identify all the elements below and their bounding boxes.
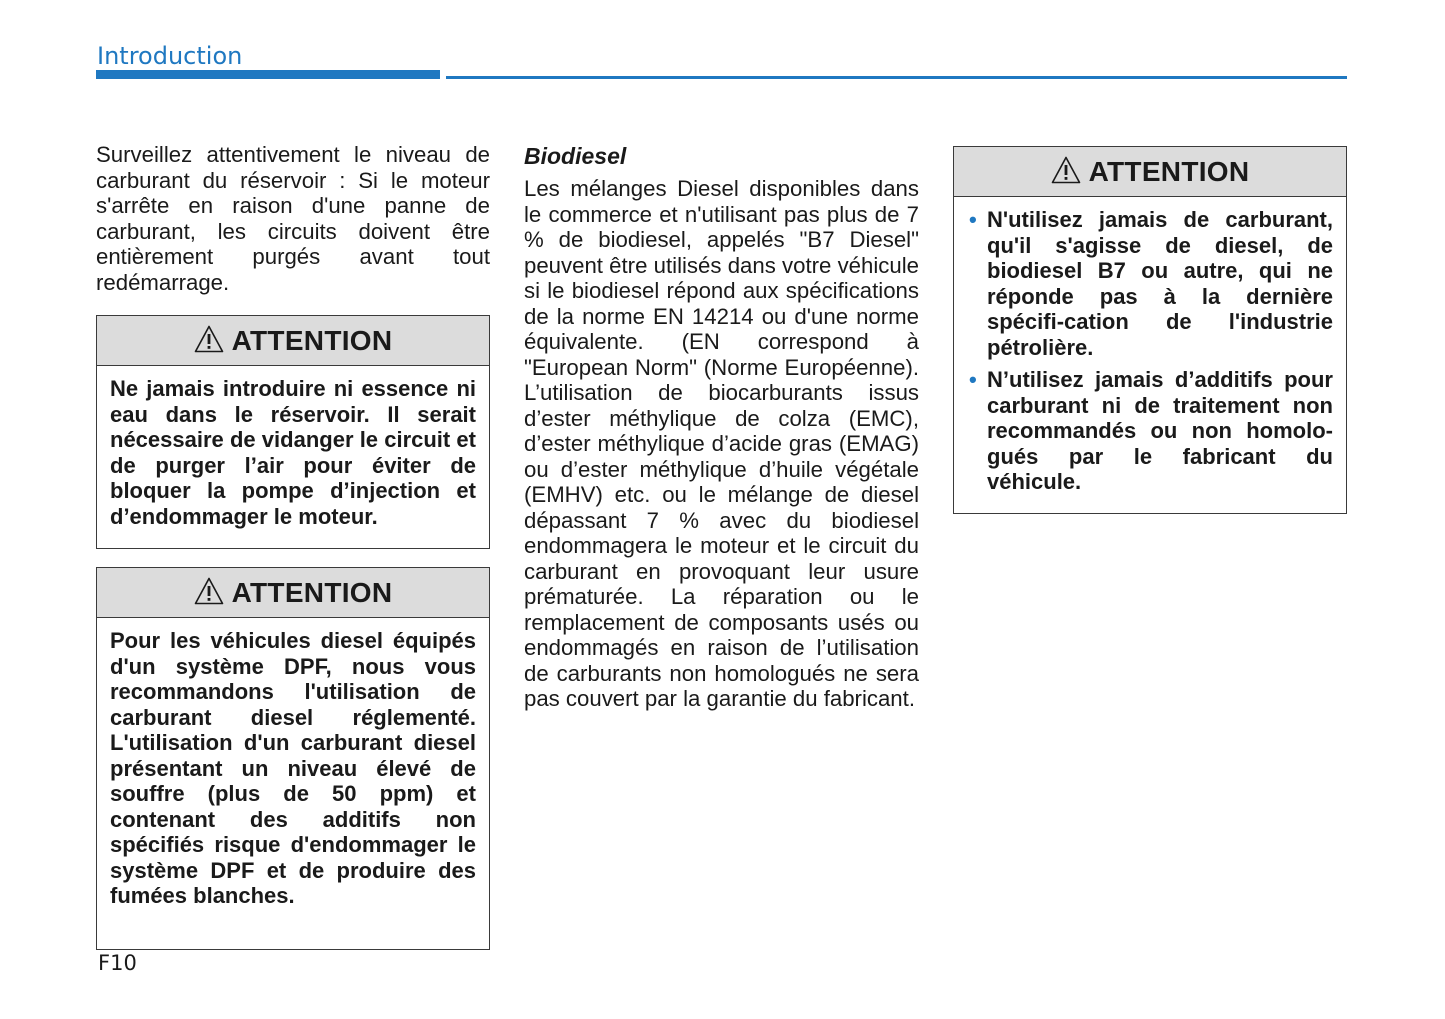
warning-title: ATTENTION: [231, 324, 393, 356]
header-rule-thin: [446, 76, 1347, 79]
bullet-icon: •: [969, 207, 977, 232]
warning-header: [954, 147, 1346, 197]
header-rule-thick: [96, 70, 440, 79]
page-number: F10: [98, 951, 137, 975]
section-title: Introduction: [97, 42, 243, 70]
warning-triangle-icon: [1051, 156, 1081, 184]
biodiesel-subheading: Biodiesel: [524, 143, 627, 169]
middle-column: [524, 142, 919, 712]
left-column: [96, 142, 490, 950]
warning-text: Ne jamais introduire ni essence ni eau dans le réservoir. Il serait nécessaire de vidanger le circuit et de purger l’air pour éviter de bloquer la pompe d’injection et d’endommager le moteur.: [110, 376, 476, 529]
warning-body: [954, 197, 1346, 509]
warning-triangle-icon: [194, 577, 224, 605]
warning-box-fuel-spec: [953, 146, 1347, 514]
warning-triangle-icon: [194, 325, 224, 353]
warning-title: ATTENTION: [1088, 155, 1250, 187]
warning-text: Pour les véhicules diesel équipés d'un système DPF, nous vous recommandons l'utilisation de carburant diesel réglementé. L'utilisation d'un carburant diesel présentant un niveau élevé de souffre (plus de 50 ppm) et contenant des additifs non spécifiés risque d'endommager le système DPF et de produire des fumées blanches.: [110, 628, 476, 908]
right-column: [953, 146, 1347, 514]
intro-paragraph: Surveillez attentivement le niveau de carburant du réservoir : Si le moteur s'arrête en raison d'une panne de carburant, les circuits doivent être entièrement purgés avant tout redémarrage.: [96, 142, 490, 295]
list-item: [967, 207, 1333, 360]
list-item: [967, 367, 1333, 495]
warning-header: [97, 316, 489, 366]
warning-bullet-list: [967, 207, 1333, 495]
warning-box-dpf: [96, 567, 490, 950]
list-item-text: N'utilisez jamais de carburant, qu'il s'agisse de diesel, de biodiesel B7 ou autre, qui ne réponde pas à la dernière spécifi-cation de l'industrie pétrolière.: [987, 207, 1333, 360]
biodiesel-paragraph: Les mélanges Diesel disponibles dans le commerce et n'utilisant pas plus de 7 % de biodiesel, appelés "B7 Diesel" peuvent être utilisés dans votre véhicule si le biodiesel répond aux spécifications de la norme EN 14214 ou d'une norme équivalente. (EN correspond à "European Norm" (Norme Européenne). L’utilisation de biocarburants issus d’ester méthylique de colza (EMC), d’ester méthylique d’acide gras (EMAG) ou d’ester méthylique d’huile végétale (EMHV) etc. ou le mélange de diesel dépassant 7 % avec du biodiesel endommagera le moteur et le circuit du carburant en provoquant leur usure prématurée. La réparation ou le remplacement de composants usés ou endommagés en raison de l’utilisation de carburants non homologués ne sera pas couvert par la garantie du fabricant.: [524, 176, 919, 711]
warning-box-fuel-contamination: [96, 315, 490, 549]
warning-header: [97, 568, 489, 618]
bullet-icon: •: [969, 367, 977, 392]
list-item-text: N’utilisez jamais d’additifs pour carburant ni de traitement non recommandés ou non homolo-gués par le fabricant du véhicule.: [987, 367, 1333, 494]
warning-title: ATTENTION: [231, 576, 393, 608]
